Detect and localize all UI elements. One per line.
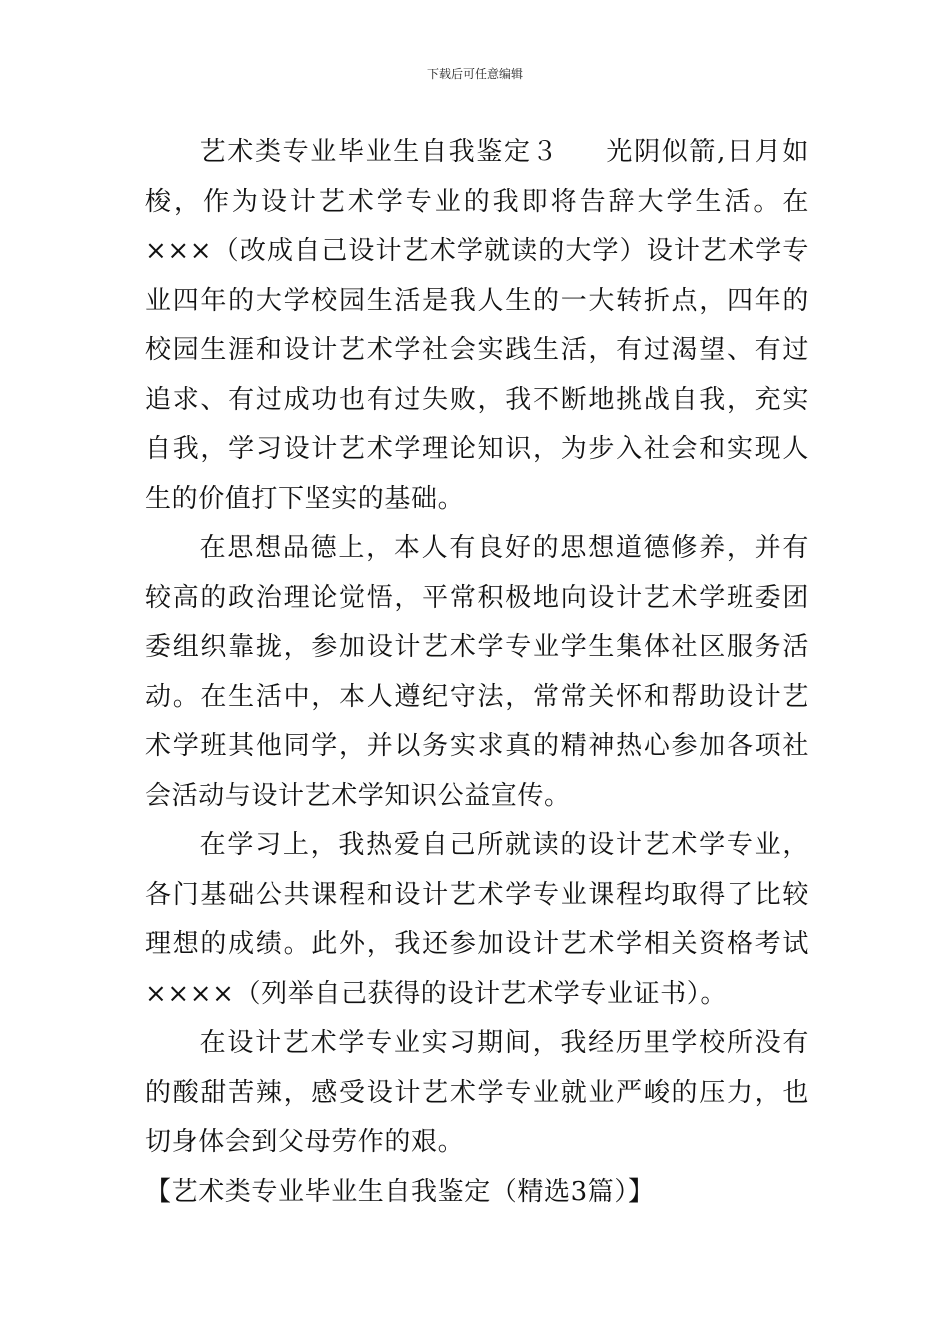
- paragraph-2: 在思想品德上，本人有良好的思想道德修养，并有较高的政治理论觉悟，平常积极地向设计艺术学班委团委组织靠拢，参加设计艺术学专业学生集体社区服务活动。在生活中，本人遵纪守法，常常关怀和帮助设计艺术学班其他同学，并以务实求真的精神热心参加各项社会活动与设计艺术学知识公益宣传。: [145, 533, 809, 811]
- closing-title: 【艺术类专业毕业生自我鉴定（精选3篇）】: [145, 1176, 655, 1207]
- paragraph-3: 在学习上，我热爱自己所就读的设计艺术学专业，各门基础公共课程和设计艺术学专业课程均取得了比较理想的成绩。此外，我还参加设计艺术学相关资格考试××××（列举自己获得的设计艺术学专业证书）。: [145, 830, 809, 1009]
- inline-heading: 艺术类专业毕业生自我鉴定３: [199, 137, 560, 167]
- paragraph-1-text: 光阴似箭,日月如梭，作为设计艺术学专业的我即将告辞大学生活。在×××（改成自己设计艺术学就读的大学）设计艺术学专业四年的大学校园生活是我人生的一大转折点，四年的校园生涯和设计艺术学社会实践生活，有过渴望、有过追求、有过成功也有过失败，我不断地挑战自我，充实自我，学习设计艺术学理论知识，为步入社会和实现人生的价值打下坚实的基础。: [145, 137, 809, 514]
- document-body: [145, 128, 809, 1217]
- paragraph-4: 在设计艺术学专业实习期间，我经历里学校所没有的酸甜苦辣，感受设计艺术学专业就业严峻的压力，也切身体会到父母劳作的艰。: [145, 1028, 809, 1157]
- paragraph-1: [145, 128, 809, 524]
- page-header-note: 下载后可任意编辑: [426, 67, 523, 81]
